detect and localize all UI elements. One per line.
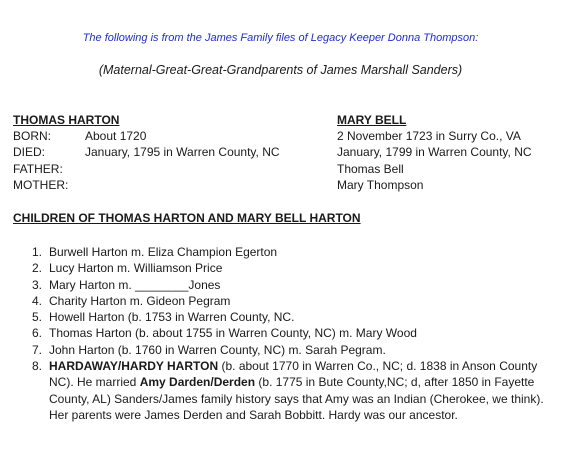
children-list bbox=[0, 244, 545, 423]
husband-born: About 1720 bbox=[85, 129, 147, 143]
list-item bbox=[0, 325, 545, 341]
died-label: DIED: bbox=[13, 145, 46, 160]
list-item bbox=[0, 342, 545, 358]
spouse-name-bold: Amy Darden/Derden bbox=[139, 375, 256, 390]
child-entry: John Harton (b. 1760 in Warren County, NC) m. Sarah Pegram. bbox=[49, 342, 386, 357]
wife-father: Thomas Bell bbox=[337, 161, 404, 176]
list-number: 8. bbox=[32, 359, 43, 374]
list-number: 7. bbox=[32, 342, 43, 357]
husband-block bbox=[13, 112, 280, 193]
child-entry: Mary Harton m. ________Jones bbox=[49, 277, 221, 292]
mother-label: MOTHER: bbox=[13, 177, 69, 192]
wife-name: MARY BELL bbox=[337, 113, 407, 127]
husband-father-row bbox=[13, 161, 280, 177]
wife-born: 2 November 1723 in Surry Co., VA bbox=[337, 129, 521, 143]
father-label: FATHER: bbox=[13, 161, 63, 176]
wife-block bbox=[337, 112, 532, 193]
list-item bbox=[0, 260, 545, 276]
child-entry-part: (b. 1775 in Bute County,NC; d, after 1850 in Fayette County, AL) Sanders/James family history says that Amy was an Indian (Cherokee, we think). Her parents were James Derden and Sarah Bobbitt. Hardy was our ancestor. bbox=[49, 375, 544, 422]
lineage-line: (Maternal-Great-Great-Grandparents of James Marshall Sanders) bbox=[98, 63, 463, 77]
list-number: 3. bbox=[32, 277, 43, 292]
children-heading: CHILDREN OF THOMAS HARTON AND MARY BELL HARTON bbox=[13, 211, 361, 225]
list-number: 1. bbox=[32, 245, 43, 259]
list-item bbox=[0, 244, 545, 260]
child-entry: Charity Harton m. Gideon Pegram bbox=[49, 293, 231, 308]
husband-died: January, 1795 in Warren County, NC bbox=[85, 145, 280, 160]
husband-name: THOMAS HARTON bbox=[13, 113, 120, 127]
child-entry: Thomas Harton (b. about 1755 in Warren County, NC) m. Mary Wood bbox=[49, 326, 417, 341]
list-item bbox=[0, 358, 545, 423]
source-line: The following is from the James Family files of Legacy Keeper Donna Thompson: bbox=[82, 32, 479, 44]
child-entry-part: (b. about 1770 in Warren Co., NC; d. 1838 in Anson County NC). He married bbox=[49, 359, 538, 390]
born-label: BORN: bbox=[13, 129, 52, 143]
child-entry: Burwell Harton m. Eliza Champion Egerton bbox=[49, 245, 278, 259]
wife-mother: Mary Thompson bbox=[337, 177, 424, 192]
child-entry: Howell Harton (b. 1753 in Warren County, NC. bbox=[49, 310, 295, 325]
list-item bbox=[0, 309, 545, 325]
child-name-bold: HARDAWAY/HARDY HARTON bbox=[49, 359, 219, 374]
child-entry: Lucy Harton m. Williamson Price bbox=[49, 261, 223, 276]
list-number: 4. bbox=[32, 293, 43, 308]
husband-mother-row bbox=[13, 177, 280, 193]
wife-died: January, 1799 in Warren County, NC bbox=[337, 145, 532, 160]
list-number: 6. bbox=[32, 326, 43, 341]
list-number: 2. bbox=[32, 261, 43, 276]
list-item bbox=[0, 277, 545, 293]
husband-died-row bbox=[13, 144, 280, 160]
list-item bbox=[0, 293, 545, 309]
husband-born-row bbox=[13, 128, 280, 144]
list-number: 5. bbox=[32, 310, 43, 325]
